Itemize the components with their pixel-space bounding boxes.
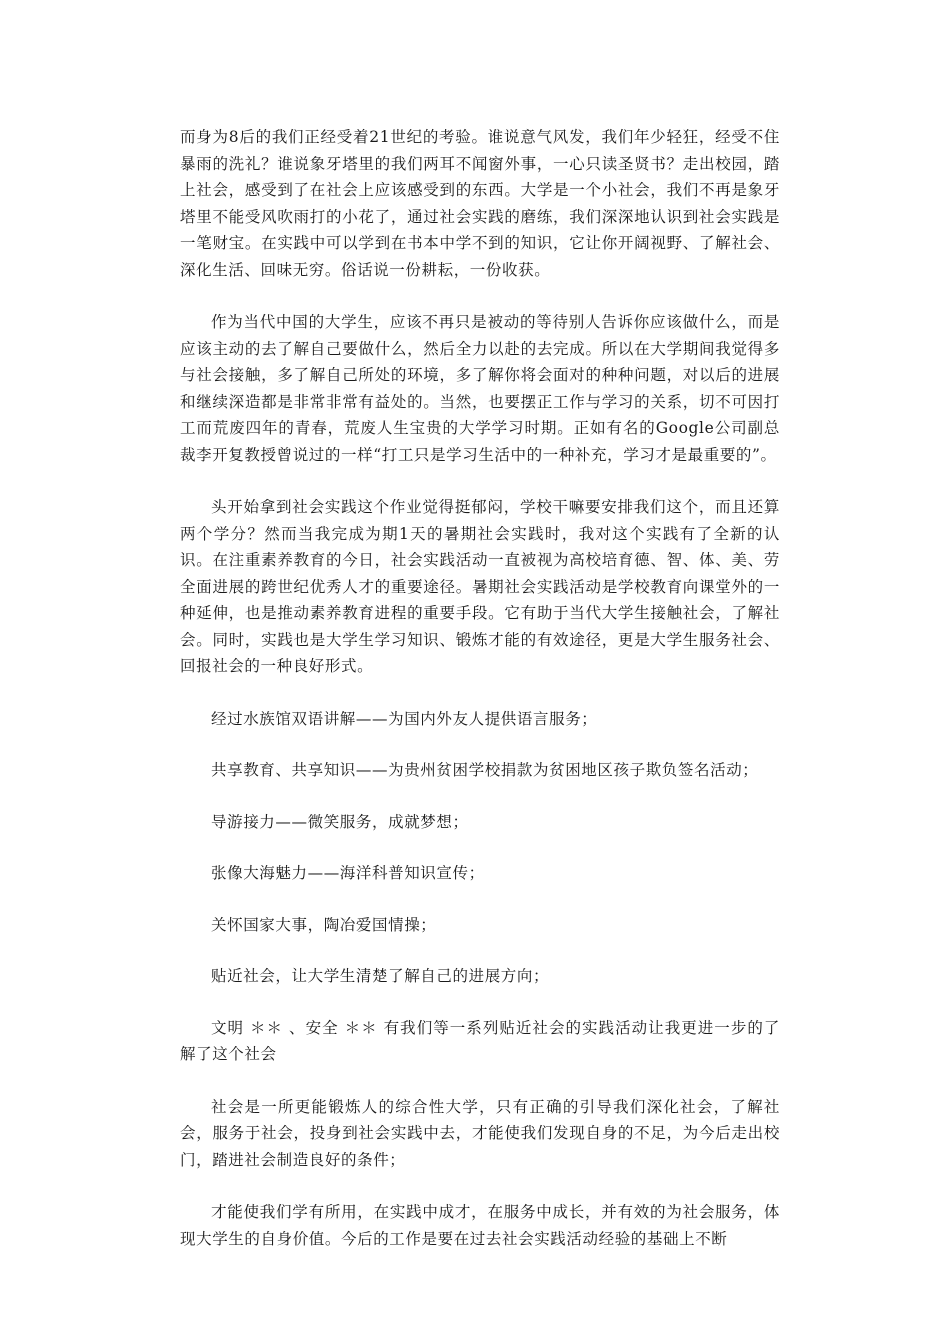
list-item: 导游接力——微笑服务，成就梦想；: [211, 812, 469, 831]
paragraph-2: 作为当代中国的大学生，应该不再只是被动的等待别人告诉你应该做什么，而是应该主动的去了解自己要做什么，然后全力以赴的去完成。所以在大学期间我觉得多与社会接触，多了解自己所处的环境，多了解你将会面对的种种问题，对以后的进展和继续深造都是非常非常有益处的。当然，也要摆正工作与学习的关系，切不可因打工而荒废四年的青春，荒废人生宝贵的大学学习时期。正如有名的Google公司副总裁李开复教授曾说过的一样“打工只是学习生活中的一种补充，学习才是最重要的”。: [180, 313, 780, 464]
paragraph-3: 头开始拿到社会实践这个作业觉得挺郁闷，学校干嘛要安排我们这个，而且还算两个学分？然而当我完成为期1天的暑期社会实践时，我对这个实践有了全新的认识。在注重素养教育的今日，社会实践活动一直被视为高校培育德、智、体、美、劳全面进展的跨世纪优秀人才的重要途径。暑期社会实践活动是学校教育向课堂外的一种延伸，也是推动素养教育进程的重要手段。它有助于当代大学生接触社会，了解社会。同时，实践也是大学生学习知识、锻炼才能的有效途径，更是大学生服务社会、回报社会的一种良好形式。: [180, 498, 780, 675]
paragraph-society-university: 社会是一所更能锻炼人的综合性大学，只有正确的引导我们深化社会，了解社会，服务于社会，投身到社会实践中去，才能使我们发现自身的不足，为今后走出校门，踏进社会制造良好的条件；: [180, 1097, 780, 1169]
list-item: 共享教育、共享知识——为贵州贫困学校捐款为贫困地区孩子欺负签名活动；: [211, 761, 759, 779]
list-item: 经过水族馆双语讲解——为国内外友人提供语言服务；: [211, 709, 598, 728]
paragraph-1: 而身为8后的我们正经受着21世纪的考验。谁说意气风发，我们年少轻狂，经受不住暴雨的洗礼？谁说象牙塔里的我们两耳不闻窗外事，一心只读圣贤书？走出校园，踏上社会，感受到了在社会上应该感受到的东西。大学是一个小社会，我们不再是象牙塔里不能受风吹雨打的小花了，通过社会实践的磨练，我们深深地认识到社会实践是一笔财宝。在实践中可以学到在书本中学不到的知识，它让你开阔视野、了解社会、深化生活、回味无穷。俗话说一份耕耘，一份收获。: [180, 128, 780, 279]
list-item: 贴近社会，让大学生清楚了解自己的进展方向；: [211, 967, 550, 985]
paragraph-activities-summary: 文明 ＊＊ 、安全 ＊＊ 有我们等一系列贴近社会的实践活动让我更进一步的了解了这个社会: [180, 1018, 780, 1063]
list-item: 关怀国家大事，陶冶爱国情操；: [211, 915, 437, 934]
paragraph-self-value: 才能使我们学有所用，在实践中成才，在服务中成长，并有效的为社会服务，体现大学生的自身价值。今后的工作是要在过去社会实践活动经验的基础上不断: [180, 1203, 780, 1248]
list-item: 张像大海魅力——海洋科普知识宣传；: [211, 864, 485, 882]
document-body: [180, 124, 780, 1278]
